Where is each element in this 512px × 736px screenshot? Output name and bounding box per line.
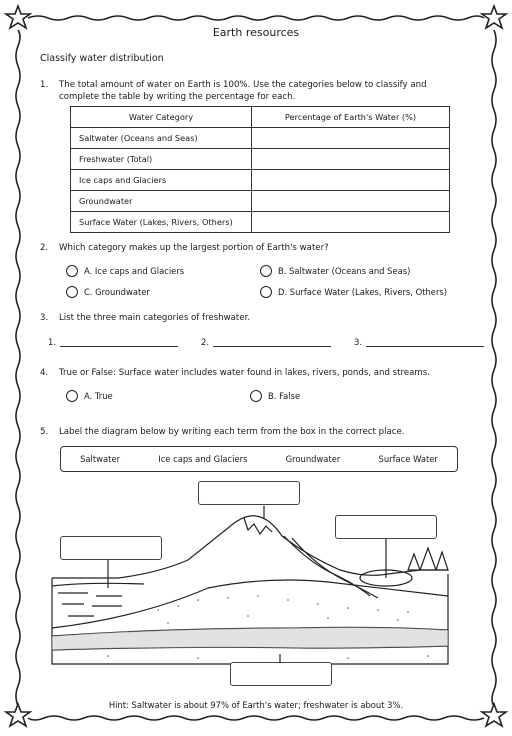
- table-row: [71, 170, 450, 191]
- percentage-cell[interactable]: [252, 212, 450, 233]
- term-saltwater: Saltwater: [80, 454, 121, 464]
- label-box-surface-water[interactable]: [335, 515, 437, 539]
- option-c[interactable]: [66, 286, 150, 298]
- percentage-cell[interactable]: [252, 170, 450, 191]
- term-groundwater: Groundwater: [285, 454, 341, 464]
- question-text: Which category makes up the largest portion of Earth's water?: [59, 243, 329, 253]
- option-label: B. False: [268, 391, 301, 401]
- question-text: List the three main categories of freshwater.: [59, 313, 251, 323]
- question-text: The total amount of water on Earth is 100%. Use the categories below to classify and complete the table by writing the percentage for each.: [59, 80, 427, 102]
- category-cell: Surface Water (Lakes, Rivers, Others): [71, 212, 252, 233]
- question-number: 3.: [40, 313, 49, 323]
- table-header: Water Category: [71, 107, 252, 128]
- table-row: [71, 191, 450, 212]
- category-cell: Ice caps and Glaciers: [71, 170, 252, 191]
- question-number: 2.: [40, 243, 49, 253]
- word-bank: [60, 446, 458, 472]
- table-row: [71, 128, 450, 149]
- percentage-cell[interactable]: [252, 191, 450, 212]
- question-number: 4.: [40, 368, 49, 378]
- radio-circle[interactable]: [66, 286, 78, 298]
- table-row: [71, 212, 450, 233]
- question-number: 1.: [40, 80, 49, 90]
- answer-blank-3[interactable]: [354, 336, 484, 347]
- answer-line[interactable]: [366, 336, 484, 347]
- option-b[interactable]: [260, 265, 410, 277]
- blank-number: 3.: [354, 337, 362, 347]
- answer-line[interactable]: [60, 336, 178, 347]
- blank-number: 1.: [48, 337, 56, 347]
- category-cell: Saltwater (Oceans and Seas): [71, 128, 252, 149]
- radio-circle[interactable]: [260, 265, 272, 277]
- option-false[interactable]: [250, 390, 300, 402]
- table-header: Percentage of Earth's Water (%): [252, 107, 450, 128]
- answer-blank-1[interactable]: [48, 336, 178, 347]
- category-cell: Groundwater: [71, 191, 252, 212]
- percentage-cell[interactable]: [252, 128, 450, 149]
- blank-number: 2.: [201, 337, 209, 347]
- term-surface-water: Surface Water: [378, 454, 438, 464]
- option-d[interactable]: [260, 286, 447, 298]
- percentage-cell[interactable]: [252, 149, 450, 170]
- radio-circle[interactable]: [260, 286, 272, 298]
- category-cell: Freshwater (Total): [71, 149, 252, 170]
- label-box-saltwater[interactable]: [60, 536, 162, 560]
- section-subtitle: Classify water distribution: [40, 53, 164, 64]
- answer-line[interactable]: [213, 336, 331, 347]
- water-table: [70, 106, 450, 233]
- option-label: B. Saltwater (Oceans and Seas): [278, 266, 411, 276]
- question-text: True or False: Surface water includes water found in lakes, rivers, ponds, and streams.: [59, 368, 430, 378]
- question-number: 5.: [40, 427, 49, 437]
- water-diagram: [48, 478, 464, 688]
- option-a[interactable]: [66, 265, 184, 277]
- hint-text: Hint: Saltwater is about 97% of Earth's water; freshwater is about 3%.: [108, 700, 404, 710]
- option-true[interactable]: [66, 390, 113, 402]
- page-title: Earth resources: [212, 26, 300, 39]
- option-label: A. True: [84, 391, 113, 401]
- question-text: Label the diagram below by writing each term from the box in the correct place.: [59, 427, 405, 437]
- table-row: [71, 149, 450, 170]
- option-label: D. Surface Water (Lakes, Rivers, Others): [278, 287, 448, 297]
- radio-circle[interactable]: [66, 265, 78, 277]
- answer-blank-2[interactable]: [201, 336, 331, 347]
- radio-circle[interactable]: [66, 390, 78, 402]
- radio-circle[interactable]: [250, 390, 262, 402]
- label-box-ice-caps[interactable]: [198, 481, 300, 505]
- option-label: C. Groundwater: [84, 287, 150, 297]
- option-label: A. Ice caps and Glaciers: [84, 266, 185, 276]
- label-box-groundwater[interactable]: [230, 662, 332, 686]
- term-ice-caps: Ice caps and Glaciers: [158, 454, 248, 464]
